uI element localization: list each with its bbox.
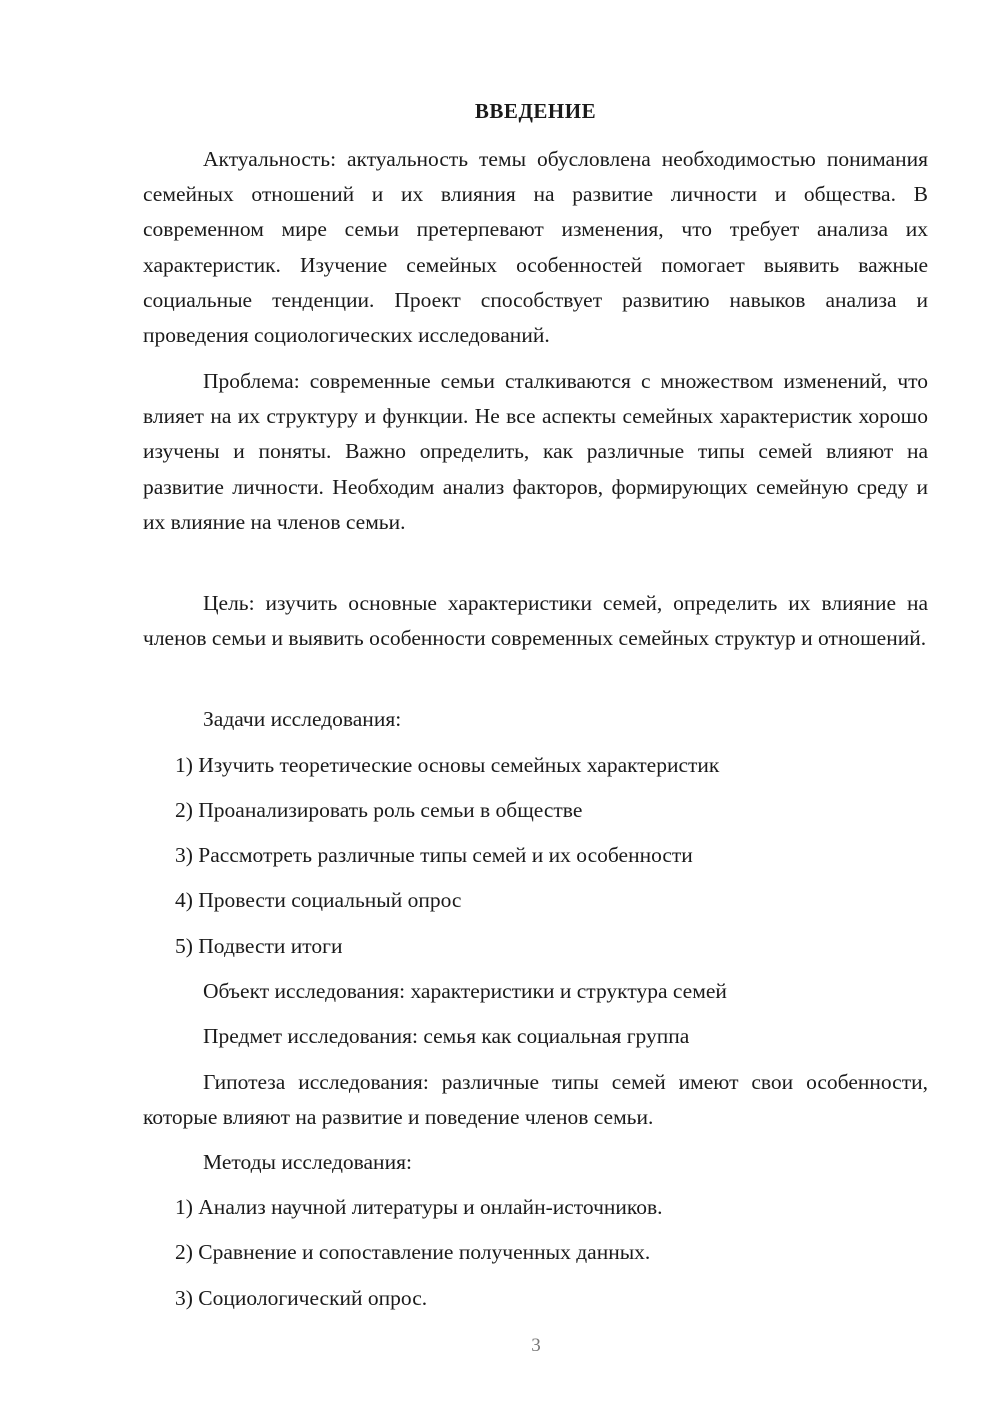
- task-item-1: 1) Изучить теоретические основы семейных характеристик: [175, 753, 720, 777]
- task-item-4: 4) Провести социальный опрос: [175, 888, 462, 912]
- method-item-1: 1) Анализ научной литературы и онлайн-источников.: [175, 1195, 663, 1219]
- research-object: Объект исследования: характеристики и структура семей: [203, 979, 727, 1003]
- task-item-2: 2) Проанализировать роль семьи в обществе: [175, 798, 583, 822]
- method-item-3: 3) Социологический опрос.: [175, 1286, 428, 1310]
- hypothesis-paragraph: Гипотеза исследования: различные типы семей имеют свои особенности, которые влияют на развитие и поведение членов семьи.: [143, 1070, 928, 1130]
- page-title: ВВЕДЕНИЕ: [474, 99, 597, 123]
- task-item-5: 5) Подвести итоги: [175, 934, 343, 958]
- goal-paragraph: Цель: изучить основные характеристики семей, определить их влияние на членов семьи и выявить особенности современных семейных структур и отношений.: [143, 591, 928, 651]
- task-item-3: 3) Рассмотреть различные типы семей и их особенности: [175, 843, 693, 867]
- problem-paragraph: Проблема: современные семьи сталкиваются с множеством изменений, что влияет на их структуру и функции. Не все аспекты семейных характеристик хорошо изучены и поняты. Важно определить, как различные типы семей влияют на развитие личности. Необходим анализ факторов, формирующих семейную среду и их влияние на членов семьи.: [143, 369, 928, 534]
- research-subject: Предмет исследования: семья как социальная группа: [203, 1024, 690, 1048]
- relevance-paragraph: Актуальность: актуальность темы обусловлена необходимостью понимания семейных отношений и их влияния на развитие личности и общества. В современном мире семьи претерпевают изменения, что требует анализа их характеристик. Изучение семейных особенностей помогает выявить важные социальные тенденции. Проект способствует развитию навыков анализа и проведения социологических исследований.: [143, 147, 928, 348]
- methods-heading: Методы исследования:: [203, 1150, 412, 1174]
- method-item-2: 2) Сравнение и сопоставление полученных данных.: [175, 1240, 651, 1264]
- tasks-heading: Задачи исследования:: [203, 707, 402, 731]
- page-number: 3: [531, 1335, 541, 1356]
